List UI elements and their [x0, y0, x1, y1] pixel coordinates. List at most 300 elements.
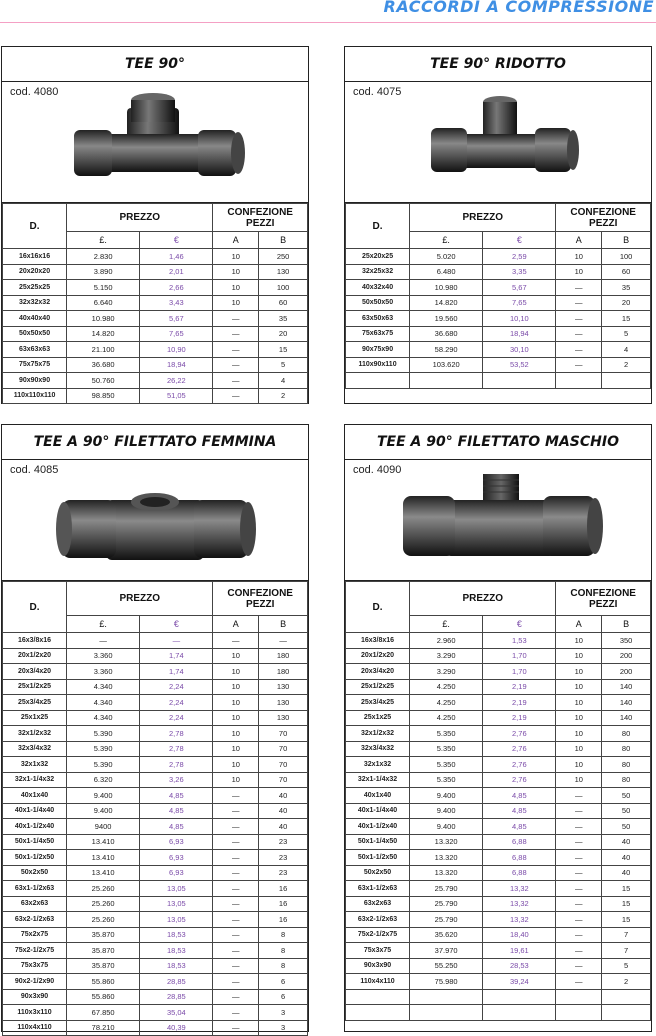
table-row [3, 896, 308, 912]
cell-pack-a: 10 [213, 280, 259, 296]
cell-pack-a: 10 [213, 679, 259, 695]
cell-price-euro: 2,24 [140, 679, 213, 695]
table-row [3, 772, 308, 788]
cell-dimension: 50x50x50 [3, 326, 67, 342]
cell-pack-b: 130 [259, 695, 308, 711]
cell-pack-b: 50 [602, 788, 651, 804]
cell-pack-b: 80 [602, 772, 651, 788]
cell-price-euro: 4,85 [483, 819, 556, 835]
cell-price-euro: 2,01 [140, 264, 213, 280]
cell-price-lire: 25.260 [67, 881, 140, 897]
cell-pack-a: — [213, 788, 259, 804]
cell-price-euro: 1,70 [483, 648, 556, 664]
cell-pack-a: 10 [556, 741, 602, 757]
panel-tee-filettato-femmina [1, 424, 309, 1032]
cell-price-lire [410, 1005, 483, 1021]
cell-pack-a: 10 [556, 695, 602, 711]
col-lire: £. [410, 232, 483, 249]
cell-pack-b: 40 [602, 850, 651, 866]
cell-price-euro: 28,85 [140, 989, 213, 1005]
cell-dimension: 75x2-1/2x75 [346, 927, 410, 943]
cell-dimension: 75x3x75 [346, 943, 410, 959]
cell-pack-a: — [556, 958, 602, 974]
table-row [346, 695, 651, 711]
table-row [3, 741, 308, 757]
price-table [2, 581, 308, 1036]
cell-pack-a: 10 [213, 741, 259, 757]
table-row [346, 280, 651, 296]
cell-price-lire: 2.960 [410, 633, 483, 649]
cell-pack-a: — [556, 295, 602, 311]
cell-dimension [346, 1005, 410, 1021]
cell-dimension: 25x1x25 [346, 710, 410, 726]
table-row [3, 834, 308, 850]
table-row [3, 850, 308, 866]
cell-price-lire: 9.400 [410, 819, 483, 835]
cell-pack-a: — [556, 280, 602, 296]
cell-dimension: 63x63x63 [3, 342, 67, 358]
cell-price-lire: 5.150 [67, 280, 140, 296]
cell-price-lire: 5.350 [410, 726, 483, 742]
cell-price-euro: 2,59 [483, 249, 556, 265]
cell-dimension: 32x1-1/4x32 [3, 772, 67, 788]
cell-price-euro: 3,35 [483, 264, 556, 280]
cell-price-euro: 3,43 [140, 295, 213, 311]
cell-price-euro: 51,05 [140, 388, 213, 404]
cell-price-lire: 35.870 [67, 958, 140, 974]
cell-pack-a: — [556, 326, 602, 342]
cell-price-lire: 55.860 [67, 974, 140, 990]
cell-dimension: 25x1x25 [3, 710, 67, 726]
cell-price-euro: 28,53 [483, 958, 556, 974]
cell-price-lire: 25.790 [410, 896, 483, 912]
table-row [346, 974, 651, 990]
cell-pack-a: 10 [556, 264, 602, 280]
cell-pack-b: 16 [259, 881, 308, 897]
cell-dimension: 40x1x40 [346, 788, 410, 804]
col-a: A [556, 232, 602, 249]
cell-dimension: 16x16x16 [3, 249, 67, 265]
cell-price-euro: — [140, 633, 213, 649]
cell-price-lire: 14.820 [67, 326, 140, 342]
cell-dimension: 90x75x90 [346, 342, 410, 358]
cell-pack-a: — [556, 819, 602, 835]
cell-dimension: 40x1-1/2x40 [346, 819, 410, 835]
cell-price-euro: 18,40 [483, 927, 556, 943]
col-euro: € [483, 232, 556, 249]
table-row [346, 295, 651, 311]
cell-price-euro: 2,78 [140, 726, 213, 742]
cell-price-euro: 10,10 [483, 311, 556, 327]
cell-price-euro: 4,85 [483, 803, 556, 819]
cell-price-euro: 18,94 [140, 357, 213, 373]
cell-pack-a: 10 [213, 757, 259, 773]
cell-pack-b: 350 [602, 633, 651, 649]
cell-price-lire: 9.400 [410, 803, 483, 819]
cell-pack-b: 140 [602, 695, 651, 711]
cell-dimension: 50x1-1/4x50 [3, 834, 67, 850]
col-euro: € [483, 616, 556, 633]
cell-pack-a: — [213, 927, 259, 943]
cell-pack-b: 6 [259, 989, 308, 1005]
cell-pack-a: — [213, 850, 259, 866]
cell-pack-b: 130 [259, 679, 308, 695]
cell-price-euro: 39,24 [483, 974, 556, 990]
cell-price-euro: 2,78 [140, 741, 213, 757]
cell-pack-a: 10 [556, 710, 602, 726]
cell-price-euro: 5,67 [483, 280, 556, 296]
cell-price-lire: 55.860 [67, 989, 140, 1005]
col-d: D. [346, 204, 410, 249]
table-row [346, 850, 651, 866]
cell-price-lire: 35.870 [67, 943, 140, 959]
table-row [3, 373, 308, 389]
table-row [346, 664, 651, 680]
cell-dimension [346, 373, 410, 389]
cell-price-euro: 1,70 [483, 664, 556, 680]
product-code: cod. 4075 [353, 86, 402, 98]
cell-pack-a: — [213, 912, 259, 928]
cell-price-lire [410, 989, 483, 1005]
cell-price-lire: 4.250 [410, 710, 483, 726]
cell-price-euro: 4,85 [140, 819, 213, 835]
cell-dimension: 20x3/4x20 [346, 664, 410, 680]
cell-price-euro: 1,74 [140, 648, 213, 664]
cell-price-lire: 6.640 [67, 295, 140, 311]
cell-price-lire: 36.680 [410, 326, 483, 342]
cell-pack-a: 10 [556, 664, 602, 680]
cell-pack-a: — [213, 896, 259, 912]
cell-dimension: 90x3x90 [3, 989, 67, 1005]
cell-dimension: 25x3/4x25 [346, 695, 410, 711]
cell-pack-b: 3 [259, 1020, 308, 1036]
cell-dimension: 32x1/2x32 [346, 726, 410, 742]
table-row [3, 357, 308, 373]
cell-pack-a: 10 [213, 710, 259, 726]
cell-dimension: 25x25x25 [3, 280, 67, 296]
cell-price-lire: 4.340 [67, 679, 140, 695]
cell-pack-a: — [556, 865, 602, 881]
cell-price-euro: 30,10 [483, 342, 556, 358]
cell-pack-a: — [213, 865, 259, 881]
table-row [3, 342, 308, 358]
cell-pack-a: — [213, 373, 259, 389]
cell-pack-b: 50 [602, 819, 651, 835]
cell-pack-a: — [213, 803, 259, 819]
panel-tee-90 [1, 46, 309, 404]
cell-price-lire: 14.820 [410, 295, 483, 311]
cell-pack-b [602, 1005, 651, 1021]
table-row [346, 865, 651, 881]
table-row [3, 819, 308, 835]
table-row [346, 1005, 651, 1021]
col-b: B [602, 616, 651, 633]
col-prezzo: PREZZO [67, 582, 213, 616]
cell-pack-b: 70 [259, 772, 308, 788]
cell-pack-a: 10 [213, 295, 259, 311]
cell-dimension: 50x2x50 [3, 865, 67, 881]
cell-price-lire: 55.250 [410, 958, 483, 974]
cell-price-lire: 50.760 [67, 373, 140, 389]
col-b: B [259, 616, 308, 633]
tee-fitting-image [2, 82, 308, 202]
cell-pack-a [556, 373, 602, 389]
panel-title: TEE A 90° FILETTATO FEMMINA [2, 425, 308, 460]
cell-price-lire: 5.390 [67, 757, 140, 773]
cell-pack-a: — [213, 326, 259, 342]
table-row [3, 881, 308, 897]
cell-price-euro: 2,78 [140, 757, 213, 773]
cell-price-euro: 13,32 [483, 896, 556, 912]
cell-pack-a: — [213, 881, 259, 897]
cell-pack-a: 10 [213, 695, 259, 711]
cell-dimension: 63x2x63 [3, 896, 67, 912]
panel-tee-filettato-maschio [344, 424, 652, 1032]
cell-price-euro: 2,66 [140, 280, 213, 296]
cell-price-euro: 18,53 [140, 943, 213, 959]
cell-dimension: 25x3/4x25 [3, 695, 67, 711]
header-rule [0, 22, 656, 23]
cell-pack-a: 10 [556, 249, 602, 265]
table-row [346, 958, 651, 974]
cell-pack-b: 60 [602, 264, 651, 280]
table-row [346, 834, 651, 850]
cell-dimension: 63x2-1/2x63 [3, 912, 67, 928]
cell-pack-b: 100 [602, 249, 651, 265]
cell-price-lire: 13.320 [410, 850, 483, 866]
cell-price-euro: 6,88 [483, 834, 556, 850]
cell-price-euro: 6,88 [483, 850, 556, 866]
cell-dimension: 75x2x75 [3, 927, 67, 943]
cell-price-euro [483, 373, 556, 389]
cell-price-euro [483, 989, 556, 1005]
cell-pack-a: — [213, 989, 259, 1005]
cell-price-lire: 25.790 [410, 912, 483, 928]
table-row [346, 373, 651, 389]
page-title: RACCORDI A COMPRESSIONE [383, 0, 654, 16]
cell-pack-b: 8 [259, 958, 308, 974]
cell-price-euro: 2,76 [483, 726, 556, 742]
cell-dimension: 110x3x110 [3, 1005, 67, 1021]
panel-title: TEE 90° RIDOTTO [345, 47, 651, 82]
cell-pack-a: 10 [213, 264, 259, 280]
cell-price-lire: 37.970 [410, 943, 483, 959]
cell-pack-b: 250 [259, 249, 308, 265]
cell-pack-a: — [556, 974, 602, 990]
table-row [346, 803, 651, 819]
cell-price-lire: 35.870 [67, 927, 140, 943]
table-row [3, 264, 308, 280]
table-row [346, 342, 651, 358]
cell-pack-b: 2 [602, 974, 651, 990]
cell-price-lire: 4.250 [410, 695, 483, 711]
table-row [346, 772, 651, 788]
cell-dimension: 25x1/2x25 [3, 679, 67, 695]
table-row [346, 989, 651, 1005]
cell-dimension: 63x1-1/2x63 [3, 881, 67, 897]
col-lire: £. [67, 232, 140, 249]
cell-price-lire: 78.210 [67, 1020, 140, 1036]
cell-pack-a: — [213, 357, 259, 373]
cell-price-lire: 3.360 [67, 648, 140, 664]
cell-price-euro: 28,85 [140, 974, 213, 990]
cell-pack-b [602, 373, 651, 389]
table-row [3, 726, 308, 742]
cell-price-euro: 2,24 [140, 695, 213, 711]
cell-price-lire: 6.480 [410, 264, 483, 280]
cell-pack-b: 16 [259, 912, 308, 928]
panel-title: TEE A 90° FILETTATO MASCHIO [345, 425, 651, 460]
cell-price-lire: — [67, 633, 140, 649]
cell-pack-a: — [556, 803, 602, 819]
table-row [346, 881, 651, 897]
table-row [3, 788, 308, 804]
table-row [3, 249, 308, 265]
cell-pack-b: 70 [259, 757, 308, 773]
cell-dimension [346, 989, 410, 1005]
table-row [346, 326, 651, 342]
cell-pack-b: 23 [259, 850, 308, 866]
table-row [3, 927, 308, 943]
cell-price-lire: 75.980 [410, 974, 483, 990]
cell-price-euro: 6,93 [140, 850, 213, 866]
cell-pack-b: 16 [259, 896, 308, 912]
cell-price-lire: 10.980 [410, 280, 483, 296]
cell-pack-b: 80 [602, 741, 651, 757]
cell-pack-b: 23 [259, 865, 308, 881]
cell-dimension: 16x3/8x16 [346, 633, 410, 649]
cell-price-lire: 3.360 [67, 664, 140, 680]
col-a: A [556, 616, 602, 633]
cell-pack-b: 2 [259, 388, 308, 404]
cell-pack-b: 70 [259, 726, 308, 742]
cell-dimension: 32x1/2x32 [3, 726, 67, 742]
cell-pack-a: 10 [213, 648, 259, 664]
cell-dimension: 40x1x40 [3, 788, 67, 804]
cell-price-lire: 4.340 [67, 695, 140, 711]
cell-price-lire: 13.410 [67, 834, 140, 850]
cell-pack-b: 50 [602, 803, 651, 819]
cell-price-euro: 13,32 [483, 912, 556, 928]
cell-price-euro: 4,85 [483, 788, 556, 804]
cell-pack-b: 140 [602, 710, 651, 726]
cell-price-euro: 6,93 [140, 865, 213, 881]
tee-femmina-image [2, 460, 308, 580]
cell-pack-b: 5 [259, 357, 308, 373]
cell-pack-a: 10 [556, 633, 602, 649]
cell-price-euro: 6,93 [140, 834, 213, 850]
cell-dimension: 40x1-1/4x40 [3, 803, 67, 819]
cell-pack-b [602, 989, 651, 1005]
table-row [346, 741, 651, 757]
cell-price-euro: 5,67 [140, 311, 213, 327]
table-row [346, 788, 651, 804]
cell-price-euro: 35,04 [140, 1005, 213, 1021]
cell-dimension: 32x1x32 [3, 757, 67, 773]
cell-pack-a: 10 [556, 648, 602, 664]
cell-pack-b: 15 [602, 881, 651, 897]
table-row [346, 757, 651, 773]
cell-pack-a [556, 989, 602, 1005]
cell-price-lire: 58.290 [410, 342, 483, 358]
cell-price-lire: 10.980 [67, 311, 140, 327]
cell-dimension: 32x32x32 [3, 295, 67, 311]
cell-price-euro: 2,19 [483, 679, 556, 695]
cell-price-euro: 2,19 [483, 695, 556, 711]
product-image-area [2, 82, 308, 203]
cell-price-euro: 4,85 [140, 803, 213, 819]
cell-price-lire: 103.620 [410, 357, 483, 373]
cell-dimension: 25x20x25 [346, 249, 410, 265]
tee-maschio-image [345, 460, 651, 580]
cell-price-lire: 9.400 [410, 788, 483, 804]
cell-dimension: 32x1x32 [346, 757, 410, 773]
cell-pack-b: 200 [602, 664, 651, 680]
cell-pack-a: 10 [556, 772, 602, 788]
cell-pack-b: 8 [259, 927, 308, 943]
table-row [3, 865, 308, 881]
cell-pack-b: 23 [259, 834, 308, 850]
cell-price-lire: 13.410 [67, 850, 140, 866]
cell-price-lire: 67.850 [67, 1005, 140, 1021]
col-a: A [213, 616, 259, 633]
cell-pack-a: — [556, 311, 602, 327]
cell-price-lire: 13.320 [410, 865, 483, 881]
cell-pack-b: 180 [259, 648, 308, 664]
cell-price-lire: 4.250 [410, 679, 483, 695]
cell-dimension: 75x3x75 [3, 958, 67, 974]
cell-pack-a: 10 [213, 726, 259, 742]
cell-pack-b: 40 [602, 865, 651, 881]
cell-pack-a: — [556, 927, 602, 943]
table-row [3, 280, 308, 296]
cell-price-lire: 25.260 [67, 912, 140, 928]
cell-dimension: 20x20x20 [3, 264, 67, 280]
cell-pack-a: — [213, 1005, 259, 1021]
col-prezzo: PREZZO [410, 204, 556, 232]
cell-dimension: 50x1-1/2x50 [346, 850, 410, 866]
cell-price-euro: 53,52 [483, 357, 556, 373]
cell-dimension: 75x2-1/2x75 [3, 943, 67, 959]
cell-dimension: 20x1/2x20 [3, 648, 67, 664]
cell-dimension: 25x1/2x25 [346, 679, 410, 695]
table-row [3, 679, 308, 695]
cell-pack-a: — [556, 850, 602, 866]
cell-pack-a: — [556, 881, 602, 897]
cell-dimension: 90x3x90 [346, 958, 410, 974]
cell-pack-b: 5 [602, 958, 651, 974]
cell-dimension: 63x50x63 [346, 311, 410, 327]
cell-dimension: 110x4x110 [346, 974, 410, 990]
table-row [3, 664, 308, 680]
table-row [346, 912, 651, 928]
table-row [346, 357, 651, 373]
table-row [3, 943, 308, 959]
col-confezione: CONFEZIONE PEZZI [213, 204, 308, 232]
tee-ridotto-image [345, 82, 651, 202]
col-confezione: CONFEZIONE PEZZI [213, 582, 308, 616]
cell-price-euro: 19,61 [483, 943, 556, 959]
cell-dimension: 40x1-1/2x40 [3, 819, 67, 835]
cell-pack-a: 10 [213, 772, 259, 788]
col-d: D. [3, 204, 67, 249]
cell-pack-b: 15 [602, 311, 651, 327]
cell-price-euro: 13,32 [483, 881, 556, 897]
table-row [346, 679, 651, 695]
cell-pack-b: 40 [259, 788, 308, 804]
table-row [3, 803, 308, 819]
cell-price-lire: 5.390 [67, 741, 140, 757]
